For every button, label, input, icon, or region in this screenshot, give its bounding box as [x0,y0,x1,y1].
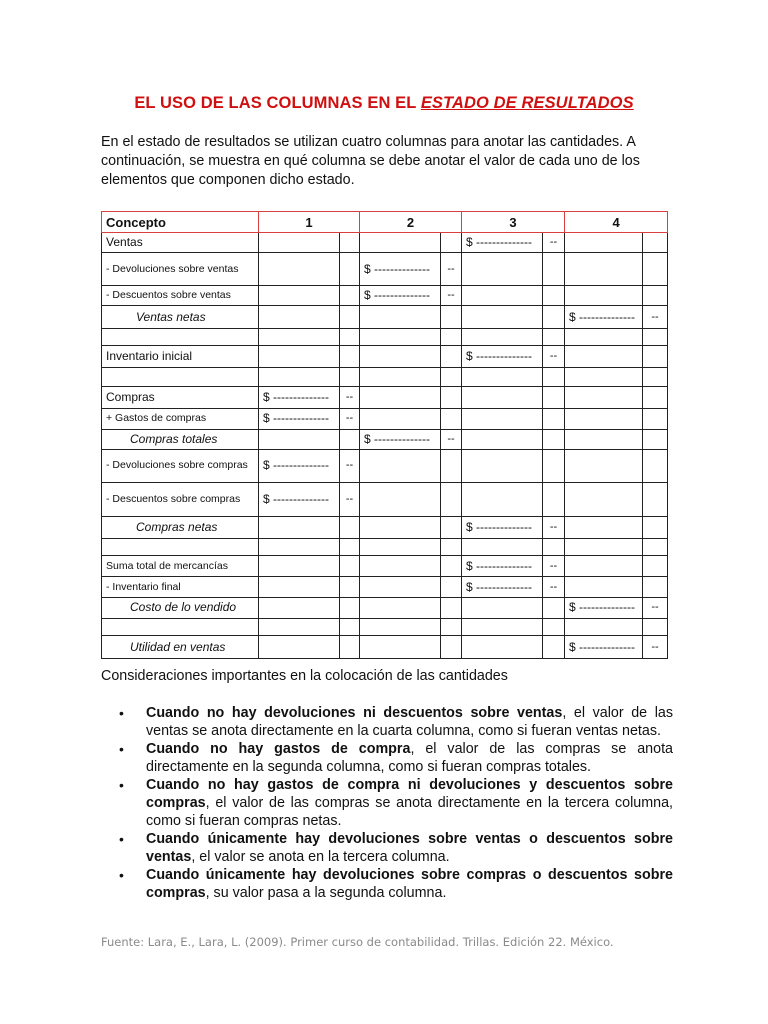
amount-cell-col-3 [462,538,543,555]
amount-cell-col-1 [259,517,340,538]
cents-cell-col-4 [643,285,668,305]
amount-cell-col-1 [259,306,340,328]
cents-cell-col-2 [441,636,462,659]
cents-cell-col-3 [543,386,565,408]
income-statement-table [101,211,668,659]
amount-cell-col-2 [360,636,441,659]
amount-cell-col-3 [462,636,543,659]
table-row [102,619,668,636]
amount-cell-col-1 [259,285,340,305]
amount-cell-col-2 [360,368,441,386]
table-row [102,386,668,408]
amount-cell-col-4 [565,619,643,636]
cents-cell-col-3 [543,636,565,659]
amount-cell-col-3: $ -------------- [462,346,543,368]
cents-cell-col-3: -- [543,555,565,576]
cents-cell-col-2 [441,482,462,517]
amount-cell-col-4 [565,253,643,286]
table-row [102,597,668,618]
cents-cell-col-1 [340,597,360,618]
cents-cell-col-1: -- [340,449,360,482]
row-label: Suma total de mercancías [102,555,259,576]
table-row [102,555,668,576]
title-plain: EL USO DE LAS COLUMNAS EN EL [134,94,421,112]
amount-cell-col-1 [259,636,340,659]
amount-cell-col-4 [565,577,643,597]
amount-cell-col-2 [360,386,441,408]
header-col-4: 4 [565,212,668,233]
amount-cell-col-1 [259,538,340,555]
cents-cell-col-1 [340,538,360,555]
cents-cell-col-4 [643,538,668,555]
cents-cell-col-2: -- [441,253,462,286]
cents-cell-col-3 [543,409,565,429]
amount-cell-col-3 [462,253,543,286]
table-row [102,429,668,449]
cents-cell-col-1: -- [340,482,360,517]
cents-cell-col-1 [340,368,360,386]
page-title [0,94,768,113]
table-row [102,538,668,555]
list-item [101,830,673,866]
amount-cell-col-3: $ -------------- [462,233,543,253]
cents-cell-col-2 [441,233,462,253]
amount-cell-col-3 [462,597,543,618]
amount-cell-col-2 [360,482,441,517]
consideration-text: , el valor de las compras se anota directamente en la segunda columna, como si fueran compras totales. [146,741,673,775]
cents-cell-col-3: -- [543,577,565,597]
amount-cell-col-3: $ -------------- [462,555,543,576]
cents-cell-col-3: -- [543,346,565,368]
amount-cell-col-1 [259,619,340,636]
cents-cell-col-4: -- [643,306,668,328]
consideration-bold: Cuando no hay gastos de compra ni devoluciones y descuentos sobre compras [146,777,673,811]
cents-cell-col-1 [340,233,360,253]
amount-cell-col-4 [565,386,643,408]
amount-cell-col-3: $ -------------- [462,577,543,597]
row-label: - Inventario final [102,577,259,597]
cents-cell-col-4 [643,328,668,345]
cents-cell-col-2 [441,368,462,386]
amount-cell-col-1 [259,555,340,576]
cents-cell-col-1 [340,619,360,636]
amount-cell-col-2 [360,577,441,597]
considerations-list [101,704,673,902]
row-label [102,368,259,386]
table-row [102,636,668,659]
cents-cell-col-4: -- [643,636,668,659]
amount-cell-col-1 [259,429,340,449]
row-label: + Gastos de compras [102,409,259,429]
row-label: - Descuentos sobre compras [102,482,259,517]
amount-cell-col-2 [360,233,441,253]
row-label: Utilidad en ventas [102,636,259,659]
cents-cell-col-3 [543,482,565,517]
cents-cell-col-4 [643,386,668,408]
amount-cell-col-2: $ -------------- [360,253,441,286]
amount-cell-col-1 [259,328,340,345]
row-label: Ventas [102,233,259,253]
considerations-title: Consideraciones importantes en la colocación de las cantidades [101,668,508,684]
amount-cell-col-1 [259,346,340,368]
amount-cell-col-3 [462,449,543,482]
amount-cell-col-4 [565,449,643,482]
cents-cell-col-3: -- [543,517,565,538]
row-label: - Devoluciones sobre compras [102,449,259,482]
consideration-bold: Cuando no hay gastos de compra [146,741,411,757]
amount-cell-col-2 [360,409,441,429]
table-row [102,253,668,286]
table-row [102,368,668,386]
amount-cell-col-1 [259,233,340,253]
header-col-2: 2 [360,212,462,233]
cents-cell-col-2: -- [441,285,462,305]
cents-cell-col-4 [643,482,668,517]
intro-paragraph: En el estado de resultados se utilizan cuatro columnas para anotar las cantidades. A continuación, se muestra en qué columna se debe anotar el valor de cada uno de los elementos que componen dicho estado. [101,134,640,188]
amount-cell-col-3 [462,429,543,449]
amount-cell-col-4 [565,285,643,305]
row-label: Ventas netas [102,306,259,328]
cents-cell-col-1 [340,429,360,449]
amount-cell-col-4: $ -------------- [565,636,643,659]
cents-cell-col-1 [340,577,360,597]
amount-cell-col-4 [565,482,643,517]
cents-cell-col-4 [643,409,668,429]
cents-cell-col-1 [340,328,360,345]
amount-cell-col-4 [565,555,643,576]
cents-cell-col-2 [441,555,462,576]
cents-cell-col-3 [543,306,565,328]
cents-cell-col-3 [543,328,565,345]
cents-cell-col-2 [441,409,462,429]
list-item [101,866,673,902]
row-label: Inventario inicial [102,346,259,368]
amount-cell-col-1 [259,253,340,286]
amount-cell-col-4 [565,409,643,429]
amount-cell-col-2 [360,597,441,618]
row-label [102,328,259,345]
bullet-icon: • [119,705,124,721]
amount-cell-col-4: $ -------------- [565,597,643,618]
consideration-text: , el valor de las ventas se anota directamente en la cuarta columna, como si fueran ventas netas. [146,705,674,739]
bullet-icon: • [119,831,124,847]
table-row [102,409,668,429]
amount-cell-col-2 [360,619,441,636]
cents-cell-col-3 [543,285,565,305]
table-row [102,306,668,328]
row-label: Costo de lo vendido [102,597,259,618]
consideration-bold: Cuando únicamente hay devoluciones sobre compras o descuentos sobre compras [146,867,673,901]
amount-cell-col-2: $ -------------- [360,429,441,449]
header-col-3: 3 [462,212,565,233]
table-body [102,233,668,659]
amount-cell-col-3 [462,328,543,345]
consideration-text: , el valor se anota en la tercera columna. [191,849,450,865]
cents-cell-col-3 [543,429,565,449]
cents-cell-col-4 [643,555,668,576]
cents-cell-col-4 [643,619,668,636]
header-col-1: 1 [259,212,360,233]
cents-cell-col-4 [643,368,668,386]
cents-cell-col-4 [643,449,668,482]
consideration-text: , su valor pasa a la segunda columna. [205,885,447,901]
consideration-bold: Cuando no hay devoluciones ni descuentos sobre ventas [146,705,563,721]
cents-cell-col-1: -- [340,386,360,408]
amount-cell-col-4 [565,346,643,368]
amount-cell-col-3 [462,285,543,305]
title-emphasis: ESTADO DE RESULTADOS [420,94,634,112]
consideration-text: , el valor de las compras se anota directamente en la tercera columna, como si fueran compras netas. [146,795,673,829]
cents-cell-col-2 [441,386,462,408]
amount-cell-col-2 [360,538,441,555]
cents-cell-col-4 [643,233,668,253]
list-item [101,704,673,740]
table-row [102,449,668,482]
amount-cell-col-3 [462,409,543,429]
consideration-bold: Cuando únicamente hay devoluciones sobre ventas o descuentos sobre ventas [146,831,673,865]
amount-cell-col-1: $ -------------- [259,386,340,408]
bullet-icon: • [119,777,124,793]
header-concepto: Concepto [102,212,259,233]
cents-cell-col-4 [643,517,668,538]
amount-cell-col-2: $ -------------- [360,285,441,305]
amount-cell-col-2 [360,449,441,482]
cents-cell-col-2 [441,619,462,636]
cents-cell-col-3 [543,597,565,618]
amount-cell-col-3: $ -------------- [462,517,543,538]
amount-cell-col-3 [462,386,543,408]
bullet-icon: • [119,867,124,883]
cents-cell-col-3 [543,619,565,636]
amount-cell-col-4 [565,233,643,253]
row-label: Compras totales [102,429,259,449]
table-header-row [102,212,668,233]
table-row [102,482,668,517]
cents-cell-col-1 [340,636,360,659]
cents-cell-col-2 [441,597,462,618]
cents-cell-col-2 [441,538,462,555]
cents-cell-col-2: -- [441,429,462,449]
cents-cell-col-3: -- [543,233,565,253]
cents-cell-col-4 [643,253,668,286]
row-label [102,619,259,636]
cents-cell-col-3 [543,449,565,482]
cents-cell-col-1 [340,555,360,576]
amount-cell-col-1: $ -------------- [259,482,340,517]
table-row [102,577,668,597]
cents-cell-col-2 [441,449,462,482]
cents-cell-col-2 [441,328,462,345]
cents-cell-col-2 [441,577,462,597]
cents-cell-col-2 [441,306,462,328]
cents-cell-col-3 [543,538,565,555]
cents-cell-col-4 [643,577,668,597]
cents-cell-col-1 [340,346,360,368]
table-row [102,328,668,345]
list-item [101,740,673,776]
row-label: - Descuentos sobre ventas [102,285,259,305]
amount-cell-col-3 [462,619,543,636]
cents-cell-col-2 [441,346,462,368]
row-label: - Devoluciones sobre ventas [102,253,259,286]
cents-cell-col-4: -- [643,597,668,618]
amount-cell-col-4: $ -------------- [565,306,643,328]
amount-cell-col-2 [360,517,441,538]
row-label [102,538,259,555]
amount-cell-col-4 [565,368,643,386]
cents-cell-col-4 [643,429,668,449]
amount-cell-col-2 [360,328,441,345]
amount-cell-col-2 [360,555,441,576]
cents-cell-col-2 [441,517,462,538]
table-row [102,346,668,368]
table-row [102,285,668,305]
table-row [102,517,668,538]
amount-cell-col-1: $ -------------- [259,449,340,482]
cents-cell-col-1 [340,517,360,538]
table-row [102,233,668,253]
amount-cell-col-2 [360,346,441,368]
cents-cell-col-4 [643,346,668,368]
amount-cell-col-1 [259,597,340,618]
source-citation: Fuente: Lara, E., Lara, L. (2009). Primer curso de contabilidad. Trillas. Edición 22. México. [101,935,614,949]
row-label: Compras netas [102,517,259,538]
amount-cell-col-3 [462,482,543,517]
amount-cell-col-4 [565,517,643,538]
amount-cell-col-1: $ -------------- [259,409,340,429]
cents-cell-col-3 [543,368,565,386]
cents-cell-col-1 [340,253,360,286]
amount-cell-col-2 [360,306,441,328]
amount-cell-col-1 [259,577,340,597]
list-item [101,776,673,830]
amount-cell-col-1 [259,368,340,386]
cents-cell-col-3 [543,253,565,286]
bullet-icon: • [119,741,124,757]
row-label: Compras [102,386,259,408]
cents-cell-col-1: -- [340,409,360,429]
cents-cell-col-1 [340,306,360,328]
amount-cell-col-4 [565,429,643,449]
amount-cell-col-3 [462,368,543,386]
amount-cell-col-4 [565,538,643,555]
cents-cell-col-1 [340,285,360,305]
amount-cell-col-3 [462,306,543,328]
amount-cell-col-4 [565,328,643,345]
